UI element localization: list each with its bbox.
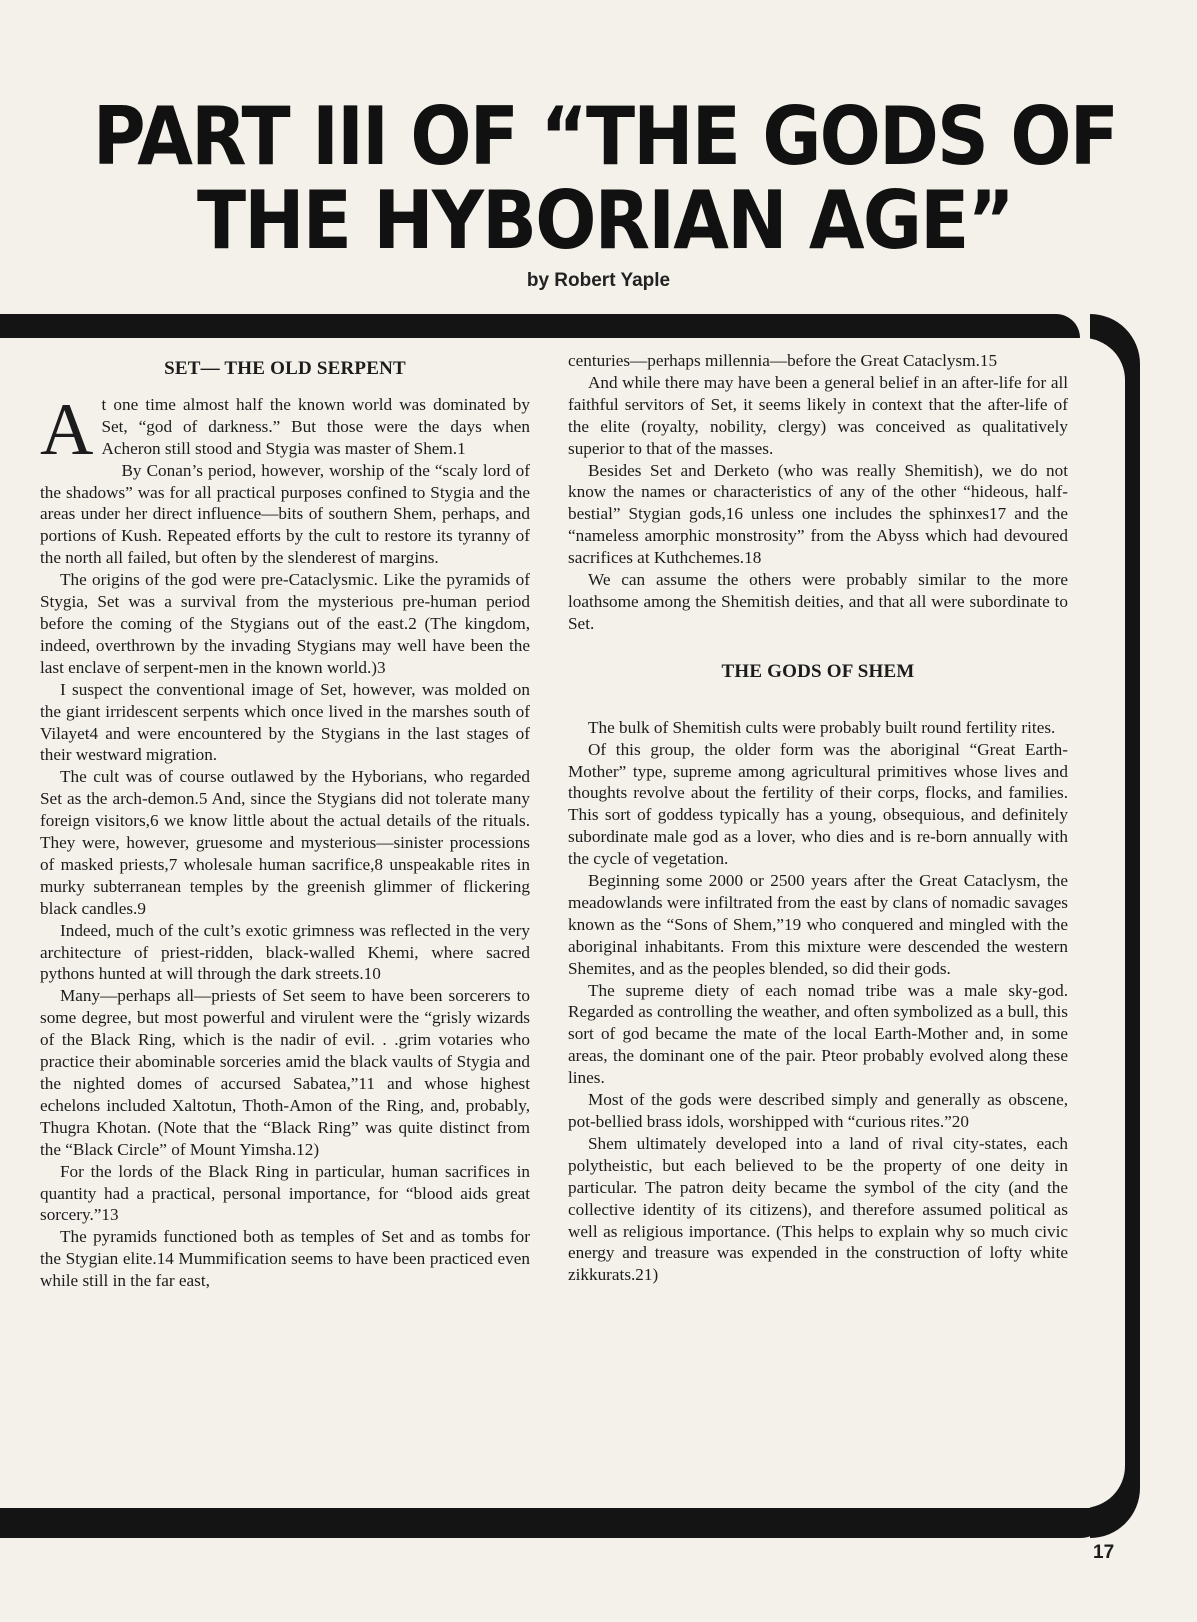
frame-top-bar bbox=[0, 314, 1080, 338]
paragraph-text: t one time almost half the known world was dominated by Set, “god of darkness.” But those were the days when Acheron still stood and Stygia was master of Shem.1 bbox=[101, 394, 530, 458]
frame-bottom-bar bbox=[0, 1508, 1110, 1538]
paragraph: By Conan’s period, however, worship of the “scaly lord of the shadows” was for all practical purposes confined to Stygia and the areas under her direct influence—bits of southern Shem, perhaps, and portions of Kush. Repeated efforts by the cult to restore its tyranny of the north all failed, but often by the slenderest of margins. bbox=[40, 460, 530, 568]
section-heading-shem: THE GODS OF SHEM bbox=[721, 660, 915, 682]
paragraph: The bulk of Shemitish cults were probably built round fertility rites. bbox=[588, 717, 1056, 737]
paragraph: Shem ultimately developed into a land of rival city-states, each polytheistic, but each believed to be the property of one deity in particular. The patron deity became the symbol of the city (and the collective identity of its citizens), and therefore assumed political as well as religious importance. (This helps to explain why so much civic energy and treasure was expended in the construction of lofty white zikkurats.21) bbox=[568, 1133, 1068, 1285]
left-column bbox=[40, 350, 530, 1292]
paragraph: The pyramids functioned both as temples of Set and as tombs for the Stygian elite.14 Mummification seems to have been practiced even while still in the far east, bbox=[40, 1227, 530, 1291]
frame-right-inner bbox=[1070, 338, 1125, 1508]
paragraph bbox=[40, 388, 530, 471]
paragraph: The cult was of course outlawed by the Hyborians, who regarded Set as the arch-demon.5 And, since the Stygians did not tolerate many foreign visitors,6 we know little about the actual details of the rituals. They were, however, gruesome and mysterious—sinister processions of masked priests,7 wholesale human sacrifice,8 unspeakable rites in murky subterranean temples by the greenish glimmer of flickering black candles.9 bbox=[40, 767, 530, 918]
drop-cap: A bbox=[40, 388, 94, 471]
paragraph: Indeed, much of the cult’s exotic grimness was reflected in the very architecture of priest-ridden, black-walled Khemi, where sacred pythons hunted at will through the dark streets.10 bbox=[40, 920, 530, 984]
paragraph: Of this group, the older form was the aboriginal “Great Earth-Mother” type, supreme among agricultural primitives whose lives and thoughts revolve about the fertility of their corps, flocks, and families. This sort of goddess typically has a young, obsequious, and definitely subordinate male god as a lover, who dies and is re-born annually with the cycle of vegetation. bbox=[568, 739, 1068, 869]
paragraph: I suspect the conventional image of Set, however, was molded on the giant irridescent serpents which once lived in the marshes south of Vilayet4 and were encountered by the Stygians in the last stages of their westward migration. bbox=[40, 679, 530, 765]
right-column bbox=[568, 350, 1068, 1286]
paragraph: centuries—perhaps millennia—before the Great Cataclysm.15 bbox=[568, 351, 998, 370]
page-number: 17 bbox=[1093, 1542, 1115, 1563]
article-title bbox=[88, 90, 1123, 267]
paragraph: Many—perhaps all—priests of Set seem to have been sorcerers to some degree, but most powerful and virulent were the “grisly wizards of the Black Ring, which is the nadir of evil. . .grim votaries who practice their abominable sorceries amid the black vaults of Stygia and the nighted domes of accursed Sabatea,”11 and whose highest echelons included Xaltotun, Thoth-Amon of the Ring, and, probably, Thugra Khotan. (Note that the “Black Ring” was quite distinct from the “Black Circle” of Mount Yimsha.12) bbox=[40, 986, 530, 1159]
article-title-line-1: PART III OF “THE GODS OF bbox=[92, 90, 1118, 183]
paragraph: The origins of the god were pre-Cataclysmic. Like the pyramids of Stygia, Set was a survival from the mysterious pre-human period before the coming of the Stygians out of the east.2 (The kingdom, indeed, overthrown by the invading Stygians may well have been the last enclave of serpent-men in the known world.)3 bbox=[40, 570, 530, 677]
paragraph: And while there may have been a general belief in an after-life for all faithful servitors of Set, it seems likely in context that the after-life of the elite (royalty, nobility, clergy) was conceived as qualitatively superior to that of the masses. bbox=[568, 372, 1068, 458]
paragraph: Most of the gods were described simply and generally as obscene, pot-bellied brass idols, worshipped with “curious rites.”20 bbox=[568, 1090, 1068, 1131]
paragraph: We can assume the others were probably similar to the more loathsome among the Shemitish deities, and that all were subordinate to Set. bbox=[568, 570, 1068, 633]
section-heading-set: SET— THE OLD SERPENT bbox=[164, 358, 406, 379]
paragraph: Besides Set and Derketo (who was really Shemitish), we do not know the names or characteristics of any of the other “hideous, half-bestial” Stygian gods,16 unless one includes the sphinxes17 and the “nameless amorphic monstrosity” from the Abyss which had devoured sacrifices at Kuthchemes.18 bbox=[568, 460, 1068, 568]
paragraph: Beginning some 2000 or 2500 years after the Great Cataclysm, the meadowlands were infiltrated from the east by clans of nomadic savages known as the “Sons of Shem,”19 who conquered and mingled with the aboriginal inhabitants. From this mixture were descended the western Shemites, and as the peoples blended, so did their gods. bbox=[568, 871, 1068, 978]
article-title-line-2: THE HYBORIAN AGE” bbox=[196, 174, 1014, 267]
paragraph: For the lords of the Black Ring in particular, human sacrifices in quantity had a practical, personal importance, for “blood aids great sorcery.”13 bbox=[40, 1161, 530, 1225]
byline: by Robert Yaple bbox=[526, 270, 671, 291]
paragraph: The supreme diety of each nomad tribe was a male sky-god. Regarded as controlling the weather, and often symbolized as a bull, this sort of god became the mate of the local Earth-Mother and, in some areas, the dominant one of the pair. Pteor probably evolved along these lines. bbox=[568, 980, 1068, 1088]
